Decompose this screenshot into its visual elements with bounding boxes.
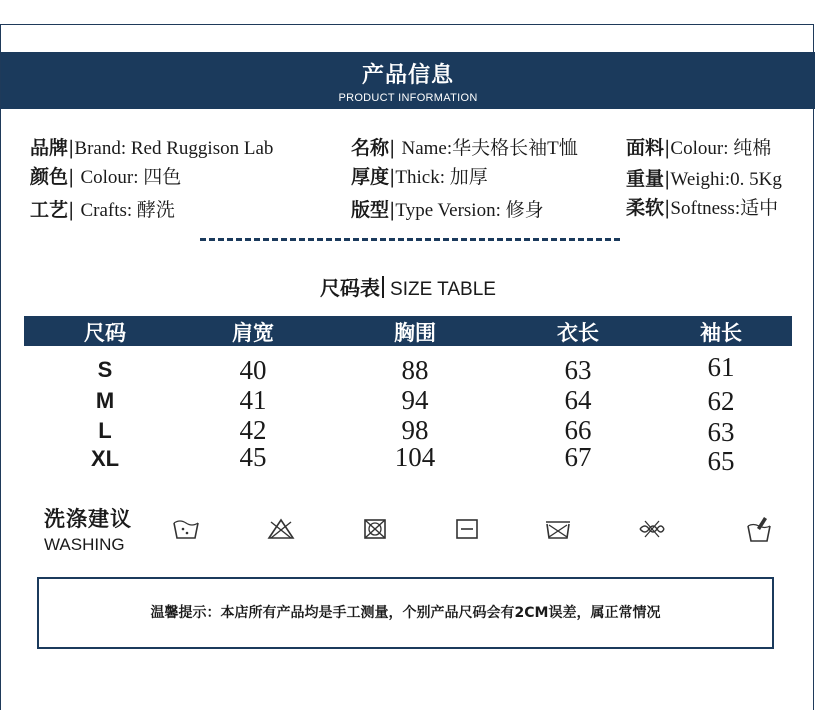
header-sleeve: 袖长 — [700, 321, 742, 345]
info-crafts: 工艺| Crafts: 酵洗 — [30, 199, 175, 221]
info-color: 颜色| Colour: 四色 — [30, 166, 182, 188]
section-header — [1, 52, 815, 109]
header-chest: 胸围 — [394, 321, 436, 345]
info-type: 版型|Type Version: 修身 — [351, 199, 544, 221]
info-softness: 柔软|Softness:适中 — [626, 197, 779, 219]
notice-box: 温馨提示：本店所有产品均是手工测量，个别产品尺码会有2CM误差，属正常情况 — [37, 577, 774, 649]
header-title: 产品信息 — [361, 63, 454, 88]
washing-label: 洗涤建议 WASHING — [44, 507, 132, 554]
info-fabric: 面料|Colour: 纯棉 — [626, 137, 772, 159]
no-wring-icon — [637, 514, 667, 544]
header-size: 尺码 — [84, 321, 126, 345]
size-table-header — [24, 316, 792, 346]
no-bleach-icon — [266, 514, 296, 544]
info-brand: 品牌|Brand: Red Ruggison Lab — [30, 137, 274, 159]
info-weight: 重量|Weighi:0. 5Kg — [626, 168, 782, 190]
header-shoulder: 肩宽 — [232, 321, 274, 345]
iron-low-icon — [543, 514, 573, 544]
dry-flat-icon — [452, 514, 482, 544]
no-tumble-dry-icon — [360, 514, 390, 544]
header-length: 衣长 — [557, 321, 599, 345]
dashed-divider — [200, 238, 620, 241]
dry-clean-icon — [744, 514, 774, 544]
info-thickness: 厚度|Thick: 加厚 — [351, 166, 488, 188]
header-subtitle: PRODUCT INFORMATION — [338, 92, 478, 104]
info-name: 名称| Name:华夫格长袖T恤 — [351, 137, 578, 159]
size-table-title: 尺码表 SIZE TABLE — [320, 276, 496, 300]
hand-wash-icon — [171, 514, 201, 544]
